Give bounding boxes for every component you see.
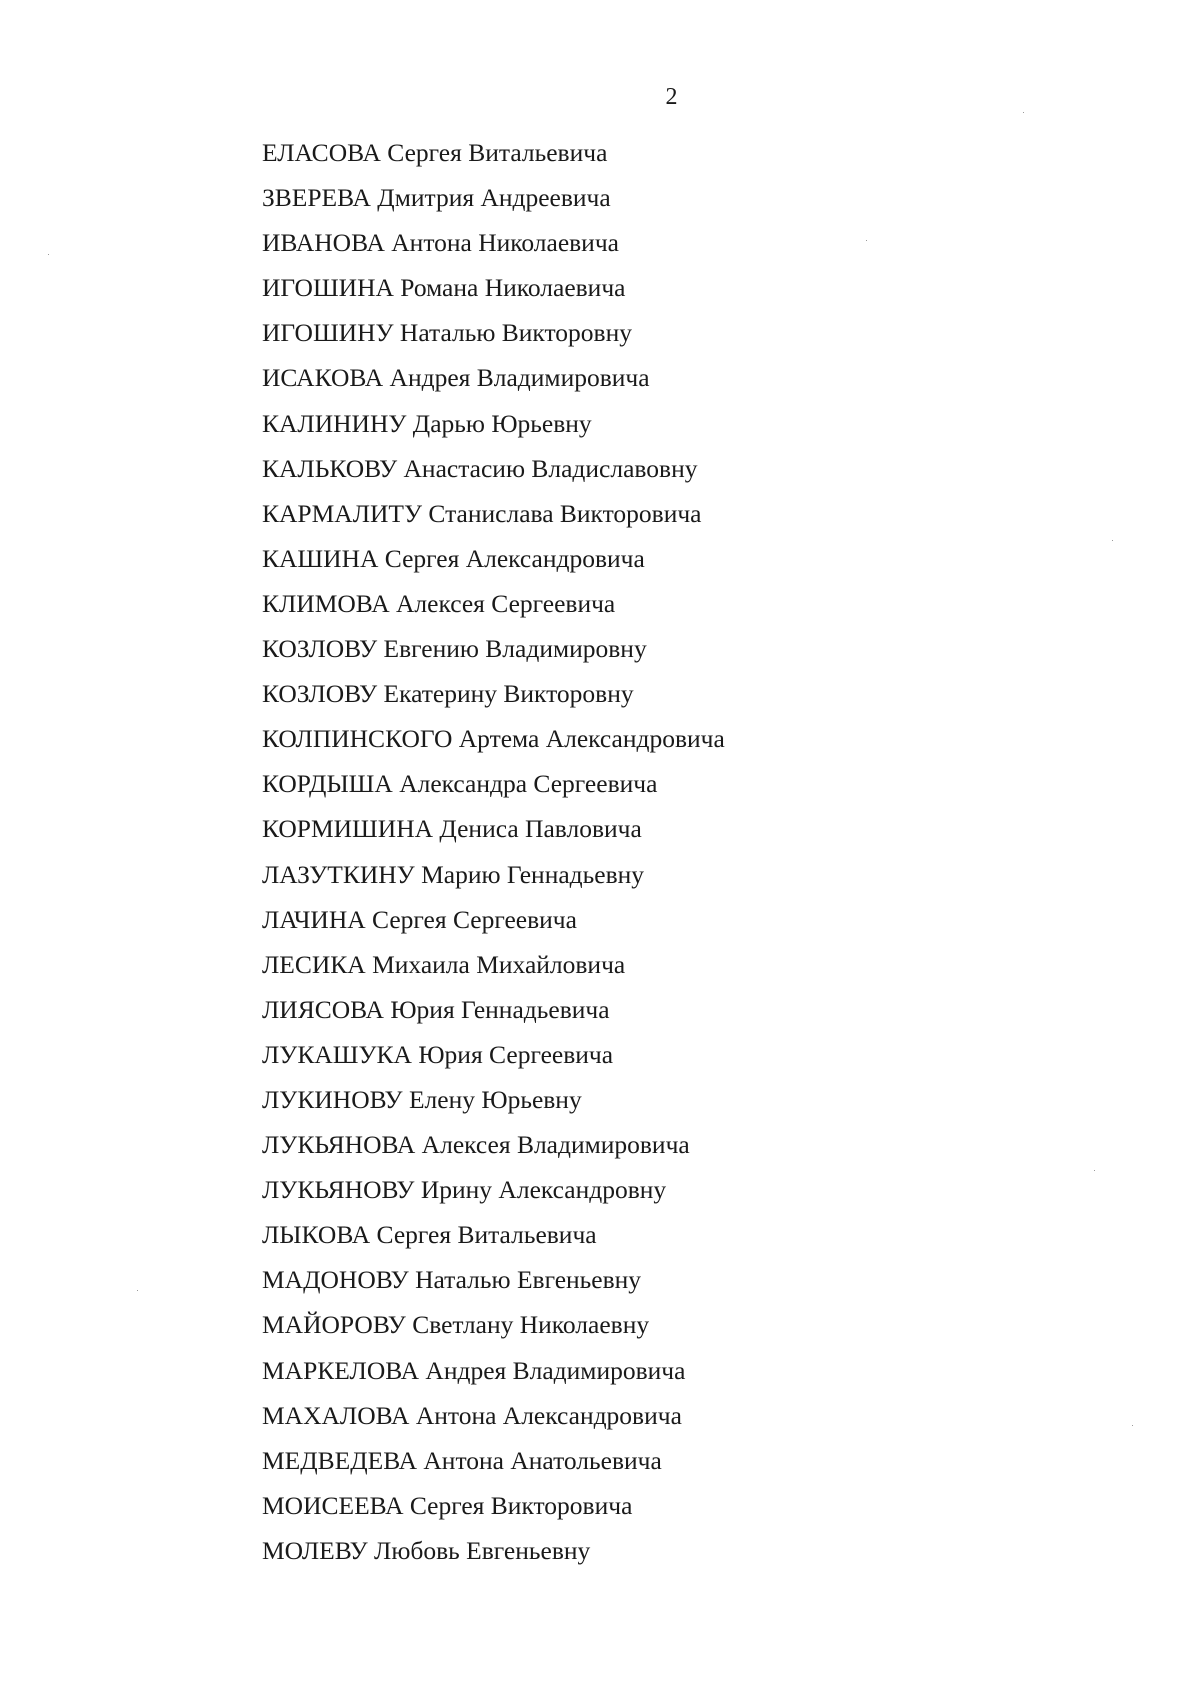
- scan-speck: [1112, 540, 1113, 541]
- list-item: МАХАЛОВА Антона Александровича: [262, 1400, 682, 1430]
- list-item: ИГОШИНА Романа Николаевича: [262, 273, 626, 303]
- list-item: КОЗЛОВУ Евгению Владимировну: [262, 634, 647, 664]
- list-item: КОРДЫША Александра Сергеевича: [262, 769, 658, 799]
- list-item: МОИСЕЕВА Сергея Викторовича: [262, 1490, 633, 1520]
- name-list: [262, 137, 725, 1580]
- scan-speck: [137, 1290, 138, 1291]
- list-item: ИСАКОВА Андрея Владимировича: [262, 363, 650, 393]
- list-item: ИГОШИНУ Наталью Викторовну: [262, 318, 632, 348]
- list-item: ЕЛАСОВА Сергея Витальевича: [262, 138, 608, 167]
- scan-speck: [48, 254, 49, 255]
- list-item: ИВАНОВА Антона Николаевича: [262, 228, 619, 258]
- list-item: ЛЕСИКА Михаила Михайловича: [262, 949, 626, 979]
- scan-speck: [1094, 1170, 1095, 1171]
- page-number: 2: [665, 84, 678, 110]
- list-item: ЛАЗУТКИНУ Марию Геннадьевну: [262, 859, 645, 889]
- list-item: ЛУКЬЯНОВА Алексея Владимировича: [262, 1130, 690, 1160]
- list-item: КЛИМОВА Алексея Сергеевича: [262, 588, 616, 618]
- scan-speck: [866, 240, 867, 241]
- list-item: ЛЫКОВА Сергея Витальевича: [262, 1220, 597, 1250]
- list-item: МАРКЕЛОВА Андрея Владимировича: [262, 1355, 686, 1385]
- list-item: КОЗЛОВУ Екатерину Викторовну: [262, 679, 634, 709]
- list-item: МАДОНОВУ Наталью Евгеньевну: [262, 1265, 642, 1295]
- list-item: ЗВЕРЕВА Дмитрия Андреевича: [262, 183, 611, 213]
- list-item: КАЛИНИНУ Дарью Юрьевну: [262, 408, 592, 438]
- list-item: КОРМИШИНА Дениса Павловича: [262, 814, 642, 844]
- list-item: МАЙОРОВУ Светлану Николаевну: [262, 1310, 650, 1340]
- list-item: ЛИЯСОВА Юрия Геннадьевича: [262, 994, 610, 1024]
- list-item: КОЛПИНСКОГО Артема Александровича: [262, 724, 725, 754]
- list-item: МЕДВЕДЕВА Антона Анатольевича: [262, 1445, 662, 1475]
- list-item: КАШИНА Сергея Александровича: [262, 543, 645, 573]
- list-item: ЛУКЬЯНОВУ Ирину Александровну: [262, 1175, 667, 1205]
- list-item: МОЛЕВУ Любовь Евгеньевну: [262, 1535, 591, 1565]
- list-item: ЛУКАШУКА Юрия Сергеевича: [262, 1039, 614, 1069]
- list-item: КАЛЬКОВУ Анастасию Владиславовну: [262, 453, 698, 483]
- list-item: ЛАЧИНА Сергея Сергеевича: [262, 904, 577, 934]
- scan-speck: [1023, 112, 1024, 113]
- list-item: ЛУКИНОВУ Елену Юрьевну: [262, 1084, 582, 1114]
- list-item: КАРМАЛИТУ Станислава Викторовича: [262, 498, 702, 528]
- scan-speck: [1132, 1425, 1133, 1426]
